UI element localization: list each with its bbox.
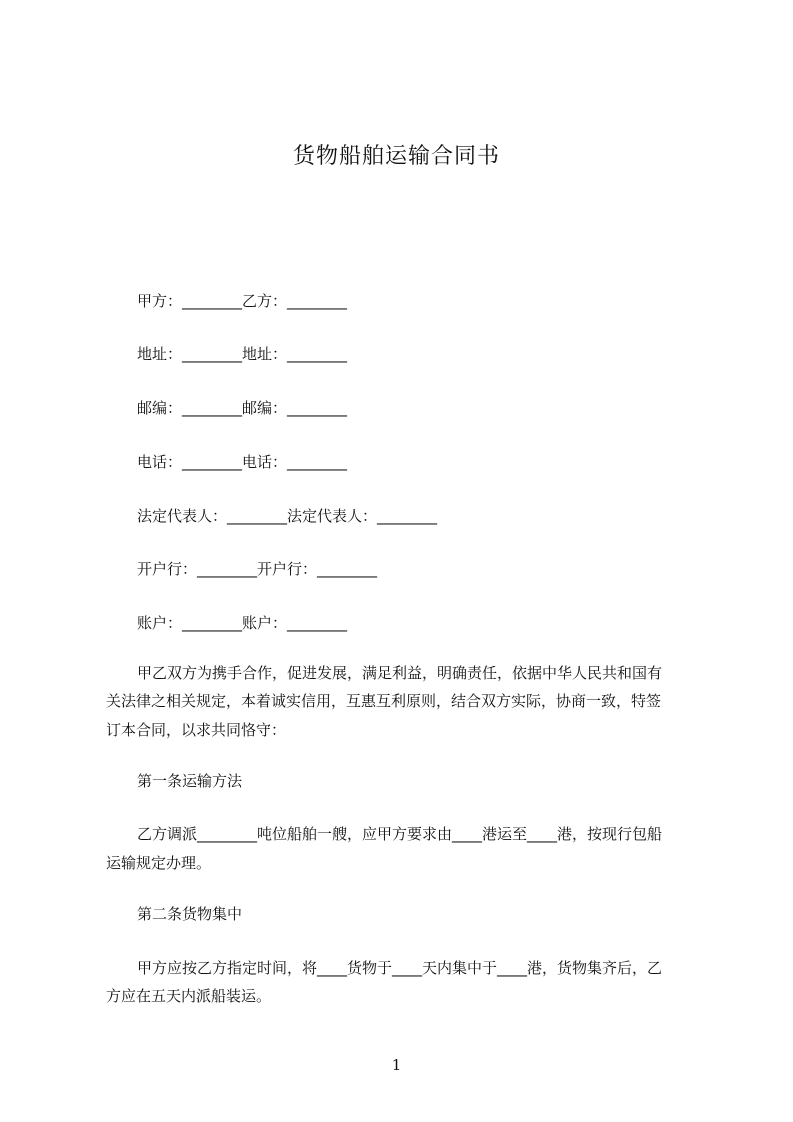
- party-legal-rep-line: 法定代表人：________法定代表人：________: [137, 507, 438, 525]
- preamble-line-2: 关法律之相关规定，本着诚实信用，互惠互利原则，结合双方实际，协商一致，特签: [106, 692, 662, 710]
- article-1-heading: 第一条运输方法: [137, 772, 243, 790]
- document-title: 货物船舶运输合同书: [292, 144, 500, 169]
- article-2-line-1: 甲方应按乙方指定时间，将____货物于____天内集中于____港，货物集齐后，乙: [137, 959, 663, 977]
- party-name-line: 甲方：________乙方：________: [137, 292, 348, 310]
- party-phone-line: 电话：________电话：________: [137, 453, 348, 471]
- party-account-line: 账户：________账户：________: [137, 614, 348, 632]
- preamble-line-3: 订本合同，以求共同恪守：: [106, 721, 287, 739]
- preamble-line-1: 甲乙双方为携手合作，促进发展，满足利益，明确责任，依据中华人民共和国有: [137, 664, 663, 682]
- article-1-line-1: 乙方调派________吨位船舶一艘，应甲方要求由____港运至____港，按现行包船: [137, 825, 663, 843]
- party-bank-line: 开户行：________开户行：________: [137, 560, 378, 578]
- article-2-line-2: 方应在五天内派船装运。: [106, 987, 272, 1005]
- party-postcode-line: 邮编：________邮编：________: [137, 399, 348, 417]
- page-number: 1: [391, 1056, 402, 1074]
- party-address-line: 地址：________地址：________: [137, 345, 348, 363]
- article-2-heading: 第二条货物集中: [137, 905, 243, 923]
- article-1-line-2: 运输规定办理。: [106, 854, 212, 872]
